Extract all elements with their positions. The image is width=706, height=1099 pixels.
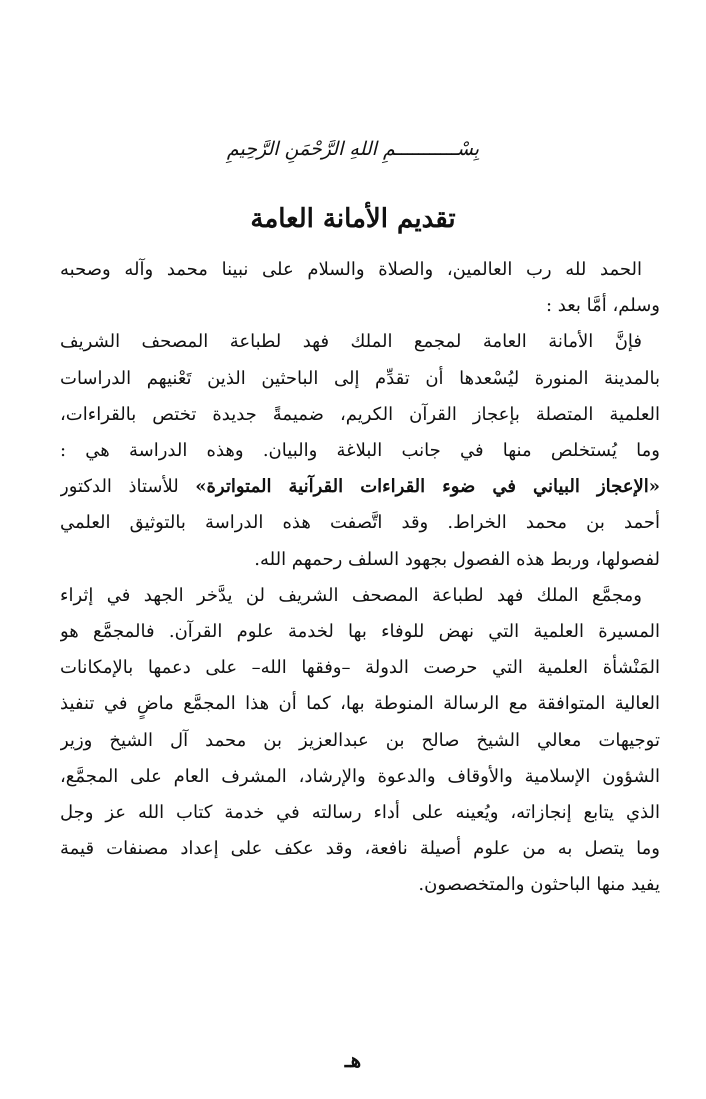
paragraph-line: بالمدينة المنورة ليُسْعدها أن تقدِّم إلى الباحثين الذين تَعْنيهم الدراسات bbox=[60, 367, 660, 389]
paragraph-line: العالية المتوافقة مع الرسالة المنوطة بها، كما أن هذا المجمَّع ماضٍ في تنفيذ bbox=[60, 693, 660, 715]
paragraph-line: وما يتصل به من علوم أصيلة نافعة، وقد عكف على إعداد مصنفات قيمة bbox=[60, 838, 660, 860]
author-prefix: للأستاذ الدكتور bbox=[60, 476, 196, 498]
basmala-header: بِسْـــــــــــمِ اللهِ الرَّحْمَنِ الرَّحِيمِ bbox=[226, 138, 480, 160]
paragraph-line: وسلم، أمَّا بعد : bbox=[545, 295, 660, 317]
paragraph-line: الذي يتابع إنجازاته، ويُعينه على أداء رسالته في خدمة كتاب الله عز وجل bbox=[60, 802, 660, 824]
paragraph-line: ومجمَّع الملك فهد لطباعة المصحف الشريف لن يدَّخر الجهد في إثراء bbox=[60, 584, 642, 606]
paragraph-line: أحمد بن محمد الخراط. وقد اتَّصفت هذه الدراسة بالتوثيق العلمي bbox=[60, 512, 660, 534]
paragraph-line: المسيرة العلمية التي نهض للوفاء بها لخدمة علوم القرآن. فالمجمَّع هو bbox=[60, 621, 660, 643]
paragraph-line: فإنَّ الأمانة العامة لمجمع الملك فهد لطباعة المصحف الشريف bbox=[60, 331, 642, 353]
paragraph-line bbox=[60, 469, 660, 505]
paragraph-line: المَنْشأة العلمية التي حرصت الدولة –وفقها الله– على دعمها بالإمكانات bbox=[60, 657, 660, 679]
paragraph-line: وما يُستخلص منها في جانب البلاغة والبيان. وهذه الدراسة هي : bbox=[60, 440, 660, 462]
paragraph-line: توجيهات معالي الشيخ صالح بن عبدالعزيز بن محمد آل الشيخ وزير bbox=[60, 729, 660, 751]
book-title-bold: «الإعجاز البياني في ضوء القراءات القرآنية المتواترة» bbox=[195, 476, 660, 498]
paragraph-line: يفيد منها الباحثون والمتخصصون. bbox=[418, 874, 660, 896]
paragraph-line: الحمد لله رب العالمين، والصلاة والسلام على نبينا محمد وآله وصحبه bbox=[60, 259, 642, 280]
paragraph-line: العلمية المتصلة بإعجاز القرآن الكريم، ضميمةً جديدة تختص بالقراءات، bbox=[60, 403, 660, 425]
page-title: تقديم الأمانة العامة bbox=[250, 204, 456, 234]
page-number: هـ bbox=[344, 1048, 362, 1072]
body-text bbox=[60, 252, 660, 904]
paragraph-line: الشؤون الإسلامية والأوقاف والدعوة والإرشاد، المشرف العام على المجمَّع، bbox=[60, 765, 660, 787]
paragraph-line: لفصولها، وربط هذه الفصول بجهود السلف رحمهم الله. bbox=[254, 548, 660, 570]
